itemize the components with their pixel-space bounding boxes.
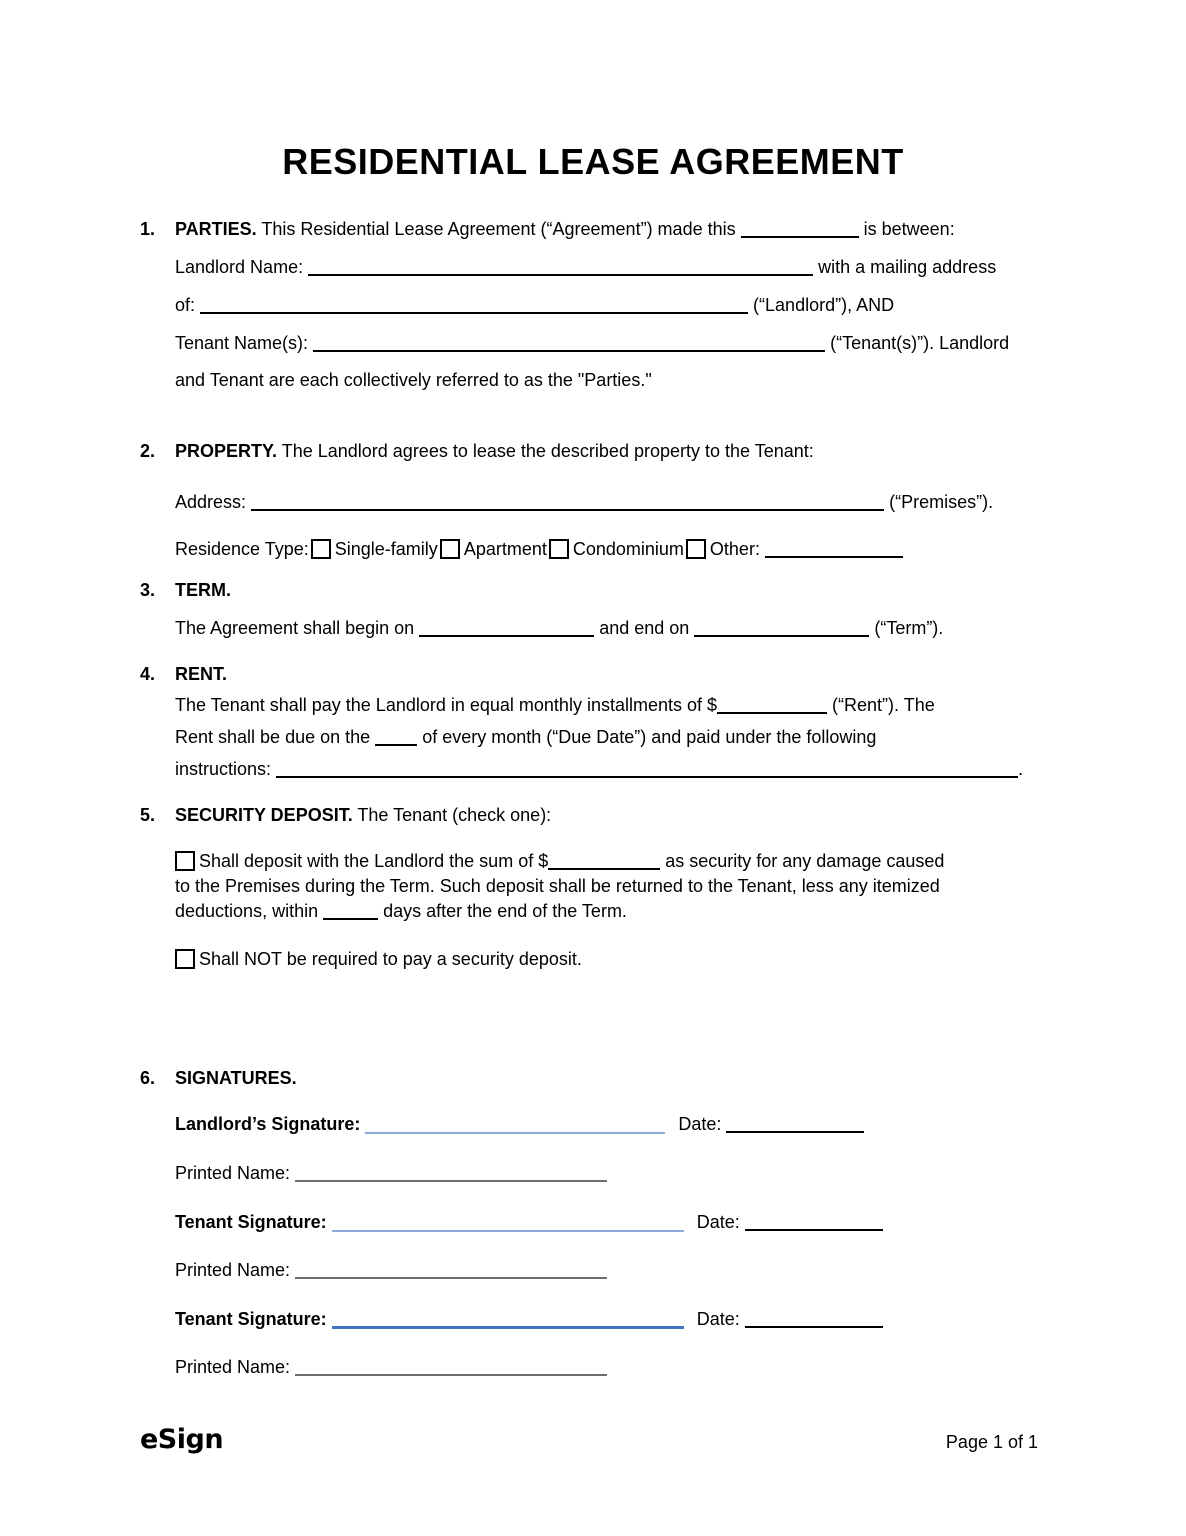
deposit-option-1-line-1 [175,849,1050,874]
checkbox-condominium[interactable] [549,539,569,559]
deposit-option-1 [175,849,1050,924]
option-label-single-family: Single-family [334,539,438,559]
option-label-condominium: Condominium [572,539,684,559]
section-number-signatures: 6. [140,1068,156,1088]
tenant-signature-label-1: Tenant Signature: [175,1212,327,1232]
rent-due-day-blank[interactable] [375,734,417,746]
checkbox-no-deposit[interactable] [175,949,195,969]
section-number-security-deposit: 5. [140,805,156,825]
instructions-period: . [1018,759,1024,779]
tenant-names-blank[interactable] [313,340,825,352]
deposit-option-2 [175,947,1050,971]
landlord-address-label: of: [175,295,196,315]
tenant-date-field-1[interactable] [745,1219,883,1231]
section-number-property: 2. [140,441,156,461]
residence-type-label: Residence Type: [175,539,309,559]
landlord-printed-name-field[interactable] [295,1170,607,1182]
rent-heading-line [175,662,1050,686]
term-end-date-blank[interactable] [694,625,869,637]
parties-line-4 [175,331,1050,355]
property-address-label: Address: [175,492,247,512]
option-label-apartment: Apartment [463,539,547,559]
landlord-defined-text: (“Landlord”), AND [753,295,895,315]
tenant-printed-name-label-1: Printed Name: [175,1260,291,1280]
section-heading-property: PROPERTY. [175,441,278,461]
deposit-option-1-line-2 [175,874,1050,899]
deposit-option-1-text-d: deductions, within [175,901,319,921]
section-number-rent: 4. [140,664,156,684]
document-title: RESIDENTIAL LEASE AGREEMENT [282,141,904,182]
property-heading-line [175,439,1050,463]
document-body [140,184,1050,1379]
tenant-signature-row-1 [175,1209,1050,1235]
tenant-defined-text: (“Tenant(s)”). Landlord [830,333,1010,353]
page-indicator: Page 1 of 1 [945,1432,1038,1452]
deposit-option-1-line-3 [175,899,1050,924]
checkbox-apartment[interactable] [440,539,460,559]
rent-due-text-2: of every month (“Due Date”) and paid under the following [422,727,877,747]
option-label-other: Other: [709,539,760,559]
section-security-deposit [140,803,1050,971]
agreement-date-blank[interactable] [741,226,859,238]
parties-line-5 [175,368,1050,392]
parties-closing-text: and Tenant are each collectively referred to as the "Parties." [175,370,652,390]
section-heading-term: TERM. [175,580,231,600]
mailing-address-text: with a mailing address [818,257,997,277]
landlord-signature-row [175,1111,1050,1137]
tenant-date-label-2: Date: [696,1309,740,1329]
parties-line-1 [175,217,1050,241]
parties-intro-text-2: is between: [863,219,955,239]
deposit-option-2-text: Shall NOT be required to pay a security deposit. [199,949,582,969]
residence-other-blank[interactable] [765,546,903,558]
tenant-printed-name-field-1[interactable] [295,1267,607,1279]
deposit-option-1-text-c: to the Premises during the Term. Such deposit shall be returned to the Tenant, less any itemized [175,876,940,896]
security-deposit-intro-text: The Tenant (check one): [357,805,552,825]
section-heading-signatures: SIGNATURES. [175,1068,297,1088]
term-defined-text: (“Term”). [874,618,944,638]
tenant-printed-name-field-2[interactable] [295,1364,607,1376]
section-signatures [140,1066,1050,1379]
security-deposit-heading-line [175,803,1050,827]
landlord-name-blank[interactable] [308,264,813,276]
page-footer [140,1424,1038,1455]
section-rent [140,662,1050,781]
checkbox-single-family[interactable] [311,539,331,559]
landlord-date-field[interactable] [726,1121,864,1133]
tenant-signature-row-2 [175,1306,1050,1332]
section-number-parties: 1. [140,219,156,239]
rent-line-1 [175,693,1050,717]
rent-line-3 [175,757,1050,781]
payment-instructions-blank[interactable] [276,766,1018,778]
landlord-name-label: Landlord Name: [175,257,304,277]
section-heading-rent: RENT. [175,664,228,684]
landlord-signature-label: Landlord’s Signature: [175,1114,361,1134]
rent-defined-text: (“Rent”). The [832,695,935,715]
signatures-heading-line [175,1066,1050,1090]
term-start-date-blank[interactable] [419,625,594,637]
section-parties [140,217,1050,392]
section-heading-security-deposit: SECURITY DEPOSIT. [175,805,353,825]
rent-amount-blank[interactable] [717,702,827,714]
deposit-option-1-text-b: as security for any damage caused [665,851,945,871]
tenant-date-field-2[interactable] [745,1316,883,1328]
checkbox-deposit-required[interactable] [175,851,195,871]
deposit-amount-blank[interactable] [548,858,660,870]
parties-line-3 [175,293,1050,317]
deposit-return-days-blank[interactable] [323,908,378,920]
tenant-signature-field-1[interactable] [332,1220,684,1232]
term-line [175,616,1050,640]
deposit-option-1-text-e: days after the end of the Term. [383,901,627,921]
rent-due-text: Rent shall be due on the [175,727,371,747]
rent-line-2 [175,725,1050,749]
residence-type-line [175,537,1050,561]
deposit-option-1-text-a: Shall deposit with the Landlord the sum of $ [199,851,549,871]
landlord-signature-field[interactable] [365,1122,665,1134]
parties-line-2 [175,255,1050,279]
landlord-date-label: Date: [678,1114,722,1134]
tenant-printed-name-row-1 [175,1258,1050,1282]
landlord-printed-name-row [175,1161,1050,1185]
section-number-term: 3. [140,580,156,600]
tenant-signature-label-2: Tenant Signature: [175,1309,327,1329]
instructions-label: instructions: [175,759,272,779]
term-begin-text: The Agreement shall begin on [175,618,415,638]
premises-defined-text: (“Premises”). [889,492,994,512]
tenant-names-label: Tenant Name(s): [175,333,309,353]
rent-amount-text: The Tenant shall pay the Landlord in equal monthly installments of $ [175,695,718,715]
parties-intro-text: This Residential Lease Agreement (“Agreement”) made this [261,219,736,239]
checkbox-other[interactable] [686,539,706,559]
term-end-text: and end on [599,618,690,638]
landlord-address-blank[interactable] [200,302,748,314]
property-address-line [175,490,1050,514]
section-term [140,578,1050,640]
tenant-signature-field-2[interactable] [332,1317,684,1329]
tenant-printed-name-row-2 [175,1355,1050,1379]
esign-logo: eSign [140,1424,224,1455]
tenant-date-label-1: Date: [696,1212,740,1232]
property-address-blank[interactable] [251,499,884,511]
term-heading-line [175,578,1050,602]
section-property [140,439,1050,561]
property-intro-text: The Landlord agrees to lease the described property to the Tenant: [281,441,814,461]
section-heading-parties: PARTIES. [175,219,257,239]
landlord-printed-name-label: Printed Name: [175,1163,291,1183]
tenant-printed-name-label-2: Printed Name: [175,1357,291,1377]
